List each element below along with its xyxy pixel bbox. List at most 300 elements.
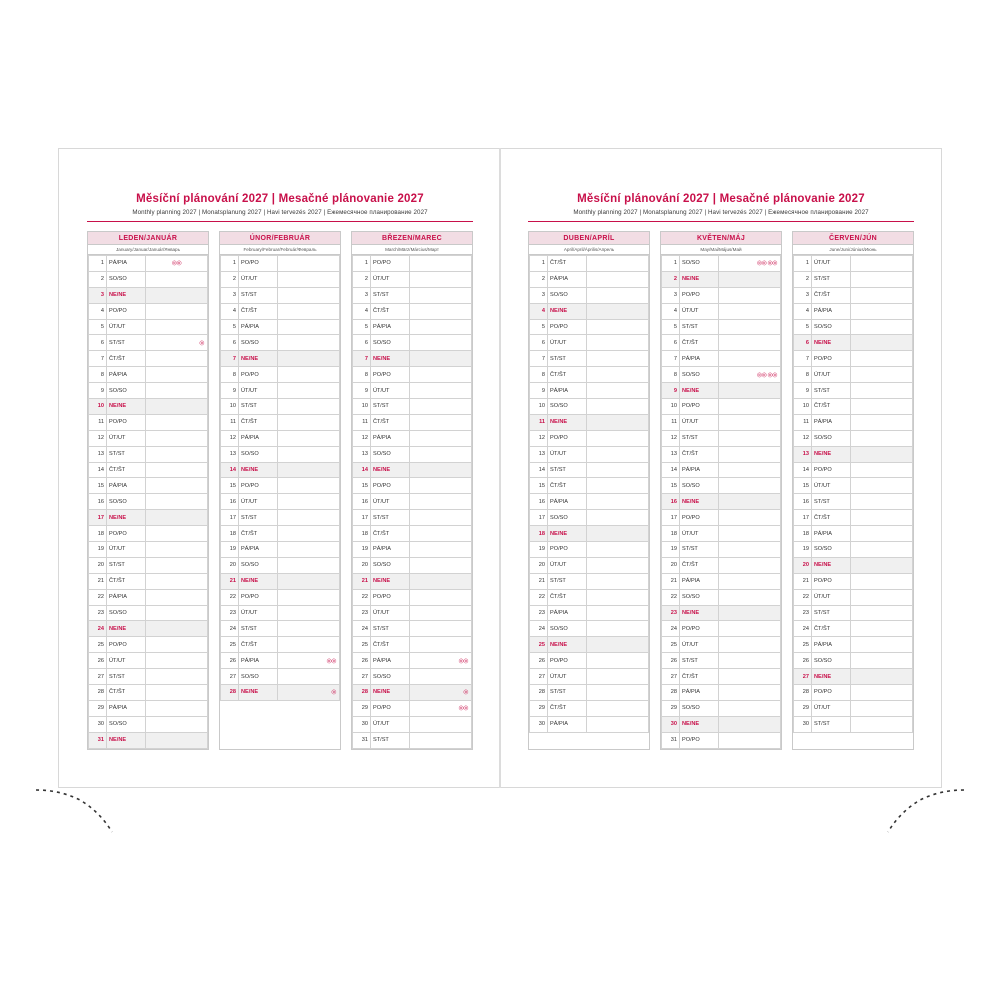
day-of-week: PÁ/PIA — [371, 542, 410, 558]
day-note-field[interactable] — [587, 446, 649, 462]
day-note-field[interactable] — [146, 414, 208, 430]
day-note-field[interactable] — [587, 700, 649, 716]
day-of-week: PO/PO — [239, 478, 278, 494]
day-note-field[interactable] — [278, 510, 340, 526]
day-number: 27 — [89, 669, 107, 685]
day-number: 26 — [794, 653, 812, 669]
day-row — [221, 399, 340, 415]
day-row — [794, 414, 913, 430]
day-note-field[interactable] — [278, 637, 340, 653]
day-of-week: PÁ/PIA — [371, 653, 410, 669]
day-number: 29 — [353, 700, 371, 716]
day-note-field[interactable] — [146, 256, 208, 272]
day-note-field[interactable] — [587, 589, 649, 605]
day-note-field[interactable] — [146, 383, 208, 399]
day-note-field[interactable] — [146, 637, 208, 653]
day-note-field[interactable] — [587, 669, 649, 685]
day-row — [662, 573, 781, 589]
day-row — [794, 589, 913, 605]
day-note-field[interactable] — [146, 621, 208, 637]
day-note-field[interactable] — [719, 335, 781, 351]
day-note-field[interactable] — [146, 478, 208, 494]
day-note-field[interactable] — [587, 351, 649, 367]
day-row — [794, 573, 913, 589]
day-note-field[interactable] — [278, 589, 340, 605]
day-note-field[interactable] — [146, 653, 208, 669]
day-note-field[interactable] — [410, 462, 472, 478]
day-note-field[interactable] — [851, 271, 913, 287]
day-row — [221, 335, 340, 351]
day-note-field[interactable] — [146, 685, 208, 701]
day-note-field[interactable] — [410, 685, 472, 701]
day-of-week: ST/ST — [548, 351, 587, 367]
day-number: 19 — [353, 542, 371, 558]
day-row-empty — [221, 716, 340, 732]
day-note-field[interactable] — [719, 557, 781, 573]
day-note-field[interactable] — [851, 367, 913, 383]
day-note-field[interactable] — [410, 367, 472, 383]
day-note-field[interactable] — [851, 494, 913, 510]
day-of-week: NE/NE — [239, 573, 278, 589]
day-note-field[interactable] — [719, 542, 781, 558]
day-of-week: ST/ST — [812, 716, 851, 732]
day-note-field[interactable] — [851, 637, 913, 653]
day-note-field[interactable] — [410, 669, 472, 685]
day-row — [530, 669, 649, 685]
day-note-field[interactable] — [719, 637, 781, 653]
day-of-week: ČT/ŠT — [812, 287, 851, 303]
day-note-field[interactable] — [410, 542, 472, 558]
day-note-field[interactable] — [146, 351, 208, 367]
day-note-field[interactable] — [851, 303, 913, 319]
day-number: 18 — [662, 526, 680, 542]
day-note-field[interactable] — [587, 605, 649, 621]
day-note-field[interactable] — [851, 446, 913, 462]
day-of-week: ÚT/UT — [548, 446, 587, 462]
day-number: 17 — [221, 510, 239, 526]
day-note-field[interactable] — [278, 462, 340, 478]
day-row — [794, 256, 913, 272]
day-number: 6 — [221, 335, 239, 351]
day-row — [353, 303, 472, 319]
day-row — [794, 335, 913, 351]
day-note-field[interactable] — [719, 685, 781, 701]
day-row — [662, 716, 781, 732]
day-of-week: ČT/ŠT — [107, 351, 146, 367]
day-number: 22 — [662, 589, 680, 605]
day-note-field[interactable] — [410, 399, 472, 415]
day-note-field[interactable] — [587, 621, 649, 637]
day-note-field[interactable] — [410, 653, 472, 669]
day-note-field[interactable] — [146, 716, 208, 732]
day-note-field[interactable] — [587, 653, 649, 669]
day-note-field[interactable] — [146, 669, 208, 685]
day-note-field[interactable] — [587, 414, 649, 430]
day-note-field[interactable] — [410, 478, 472, 494]
day-number: 28 — [89, 685, 107, 701]
day-note-field[interactable] — [851, 716, 913, 732]
day-note-field[interactable] — [410, 414, 472, 430]
day-of-week: ČT/ŠT — [548, 367, 587, 383]
day-of-week: NE/NE — [107, 510, 146, 526]
day-note-field[interactable] — [851, 621, 913, 637]
day-row — [662, 351, 781, 367]
day-note-field[interactable] — [146, 303, 208, 319]
day-number: 25 — [662, 637, 680, 653]
day-note-field[interactable] — [587, 287, 649, 303]
day-note-field[interactable] — [719, 494, 781, 510]
right-page — [500, 148, 942, 788]
day-row — [353, 637, 472, 653]
day-note-field[interactable] — [278, 446, 340, 462]
day-note-field[interactable] — [278, 303, 340, 319]
day-row — [221, 478, 340, 494]
day-note-field[interactable] — [719, 271, 781, 287]
day-note-field[interactable] — [146, 367, 208, 383]
day-note-field[interactable] — [278, 399, 340, 415]
day-note-field[interactable] — [410, 287, 472, 303]
day-row — [221, 383, 340, 399]
day-note-field[interactable] — [587, 557, 649, 573]
day-number: 4 — [89, 303, 107, 319]
day-note-field[interactable] — [719, 669, 781, 685]
day-note-field[interactable] — [587, 716, 649, 732]
day-note-field[interactable] — [410, 700, 472, 716]
day-note-field[interactable] — [587, 256, 649, 272]
day-note-field[interactable] — [146, 557, 208, 573]
day-note-field[interactable] — [278, 367, 340, 383]
day-note-field[interactable] — [587, 383, 649, 399]
day-note-field[interactable] — [719, 287, 781, 303]
day-row — [530, 685, 649, 701]
day-note-field[interactable] — [719, 367, 781, 383]
day-number: 2 — [794, 271, 812, 287]
month-name: ČERVEN/JÚN — [793, 232, 913, 245]
day-note-field[interactable] — [278, 605, 340, 621]
day-number: 16 — [89, 494, 107, 510]
day-note-field[interactable] — [851, 478, 913, 494]
day-number: 27 — [221, 669, 239, 685]
day-note-field[interactable] — [410, 446, 472, 462]
day-note-field[interactable] — [719, 256, 781, 272]
day-note-field[interactable] — [719, 605, 781, 621]
day-number: 1 — [89, 256, 107, 272]
day-note-field[interactable] — [146, 335, 208, 351]
day-note-field[interactable] — [719, 462, 781, 478]
day-note-field[interactable] — [719, 414, 781, 430]
day-number: 18 — [221, 526, 239, 542]
day-of-week: SO/SO — [239, 669, 278, 685]
day-note-field[interactable] — [851, 399, 913, 415]
day-of-week: ČT/ŠT — [371, 637, 410, 653]
day-note-field[interactable] — [719, 653, 781, 669]
day-note-field[interactable] — [278, 557, 340, 573]
day-note-field[interactable] — [587, 335, 649, 351]
day-of-week: ST/ST — [371, 510, 410, 526]
day-note-field[interactable] — [587, 478, 649, 494]
day-note-field[interactable] — [851, 526, 913, 542]
day-number: 13 — [353, 446, 371, 462]
day-note-field[interactable] — [719, 589, 781, 605]
day-number: 14 — [794, 462, 812, 478]
day-number: 6 — [530, 335, 548, 351]
day-note-field[interactable] — [410, 526, 472, 542]
day-number: 9 — [530, 383, 548, 399]
day-note-field[interactable] — [719, 573, 781, 589]
day-note-field[interactable] — [146, 319, 208, 335]
day-note-field[interactable] — [587, 462, 649, 478]
day-note-field[interactable] — [851, 700, 913, 716]
day-note-field[interactable] — [278, 430, 340, 446]
page-fold — [499, 148, 501, 788]
day-note-field[interactable] — [278, 494, 340, 510]
day-note-field[interactable] — [851, 573, 913, 589]
day-row — [530, 399, 649, 415]
day-number: 11 — [530, 414, 548, 430]
day-row — [89, 256, 208, 272]
day-note-field[interactable] — [146, 446, 208, 462]
day-note-field[interactable] — [146, 732, 208, 748]
day-row — [89, 462, 208, 478]
day-note-field[interactable] — [146, 462, 208, 478]
day-note-field[interactable] — [410, 256, 472, 272]
day-of-week: ČT/ŠT — [239, 303, 278, 319]
day-row — [353, 367, 472, 383]
day-note-field[interactable] — [851, 256, 913, 272]
day-note-field[interactable] — [278, 685, 340, 701]
day-of-week: NE/NE — [371, 573, 410, 589]
day-number: 18 — [530, 526, 548, 542]
day-note-field[interactable] — [146, 494, 208, 510]
day-row — [221, 287, 340, 303]
day-row — [221, 589, 340, 605]
day-number: 9 — [794, 383, 812, 399]
day-note-field[interactable] — [278, 414, 340, 430]
day-number — [221, 732, 239, 748]
month-block — [528, 231, 650, 750]
day-number: 13 — [794, 446, 812, 462]
day-of-week: PO/PO — [812, 685, 851, 701]
day-number: 2 — [89, 271, 107, 287]
day-of-week: PO/PO — [548, 319, 587, 335]
day-note-field[interactable] — [410, 494, 472, 510]
title-divider — [528, 221, 914, 222]
day-note-field[interactable] — [851, 669, 913, 685]
day-number: 28 — [794, 685, 812, 701]
day-row — [353, 446, 472, 462]
day-note-field[interactable] — [278, 351, 340, 367]
day-note-field[interactable] — [719, 478, 781, 494]
month-name-translations: May/Mai/Május/Май — [661, 245, 781, 255]
day-note-field — [587, 732, 649, 748]
day-note-field[interactable] — [278, 542, 340, 558]
day-note-field[interactable] — [146, 605, 208, 621]
day-note-field[interactable] — [410, 303, 472, 319]
day-number: 2 — [353, 271, 371, 287]
day-of-week: PO/PO — [239, 367, 278, 383]
day-note-field[interactable] — [410, 319, 472, 335]
day-note-field[interactable] — [278, 621, 340, 637]
day-number: 3 — [353, 287, 371, 303]
day-note-field[interactable] — [146, 430, 208, 446]
day-note-field[interactable] — [587, 303, 649, 319]
day-of-week: SO/SO — [680, 700, 719, 716]
day-note-field[interactable] — [719, 621, 781, 637]
day-note-field[interactable] — [719, 319, 781, 335]
day-note-field[interactable] — [278, 271, 340, 287]
day-note-field[interactable] — [146, 700, 208, 716]
day-note-field[interactable] — [146, 399, 208, 415]
day-note-field[interactable] — [410, 716, 472, 732]
day-note-field[interactable] — [410, 589, 472, 605]
day-number: 19 — [89, 542, 107, 558]
day-row — [221, 430, 340, 446]
day-note-field[interactable] — [587, 510, 649, 526]
day-note-field[interactable] — [719, 399, 781, 415]
day-row — [89, 732, 208, 748]
day-note-field[interactable] — [851, 510, 913, 526]
month-day-table — [220, 255, 340, 749]
day-row — [353, 732, 472, 748]
left-page — [58, 148, 500, 788]
day-note-field[interactable] — [587, 367, 649, 383]
day-row — [89, 589, 208, 605]
day-note-field[interactable] — [719, 526, 781, 542]
day-note-field[interactable] — [410, 637, 472, 653]
day-number: 5 — [662, 319, 680, 335]
day-note-field[interactable] — [146, 542, 208, 558]
day-note-field[interactable] — [719, 383, 781, 399]
day-note-field[interactable] — [146, 287, 208, 303]
day-note-field[interactable] — [410, 573, 472, 589]
day-note-field[interactable] — [719, 716, 781, 732]
day-note-field[interactable] — [851, 287, 913, 303]
day-note-field[interactable] — [146, 573, 208, 589]
day-number: 5 — [221, 319, 239, 335]
day-note-field[interactable] — [587, 685, 649, 701]
day-note-field[interactable] — [278, 653, 340, 669]
day-note-field[interactable] — [278, 335, 340, 351]
day-note-field[interactable] — [278, 526, 340, 542]
day-note-field[interactable] — [146, 589, 208, 605]
day-note-field[interactable] — [851, 542, 913, 558]
day-note-field[interactable] — [587, 494, 649, 510]
day-note-field[interactable] — [587, 271, 649, 287]
day-note-field[interactable] — [410, 335, 472, 351]
day-note-field[interactable] — [719, 732, 781, 748]
day-number: 13 — [89, 446, 107, 462]
day-row — [530, 542, 649, 558]
day-note-field[interactable] — [719, 446, 781, 462]
day-note-field[interactable] — [719, 700, 781, 716]
day-note-field[interactable] — [278, 478, 340, 494]
day-of-week: PO/PO — [680, 287, 719, 303]
day-note-field[interactable] — [146, 526, 208, 542]
day-note-field[interactable] — [410, 383, 472, 399]
day-note-field[interactable] — [587, 637, 649, 653]
day-number: 2 — [530, 271, 548, 287]
day-note-field[interactable] — [587, 319, 649, 335]
day-note-field[interactable] — [851, 589, 913, 605]
day-row — [353, 716, 472, 732]
day-note-field[interactable] — [278, 256, 340, 272]
day-of-week: PO/PO — [812, 351, 851, 367]
day-number: 29 — [89, 700, 107, 716]
day-note-field[interactable] — [410, 351, 472, 367]
day-row — [89, 351, 208, 367]
day-note-field[interactable] — [278, 287, 340, 303]
day-number: 14 — [221, 462, 239, 478]
day-note-field[interactable] — [146, 510, 208, 526]
day-number: 21 — [662, 573, 680, 589]
day-note-field[interactable] — [278, 319, 340, 335]
day-note-field[interactable] — [587, 526, 649, 542]
day-number: 30 — [530, 716, 548, 732]
day-note-field[interactable] — [410, 732, 472, 748]
day-number: 14 — [89, 462, 107, 478]
day-number: 12 — [794, 430, 812, 446]
day-note-field[interactable] — [278, 383, 340, 399]
day-note-field[interactable] — [719, 510, 781, 526]
day-note-field[interactable] — [410, 271, 472, 287]
day-number: 10 — [89, 399, 107, 415]
day-note-field[interactable] — [851, 462, 913, 478]
day-of-week: ST/ST — [680, 653, 719, 669]
day-note-field[interactable] — [851, 430, 913, 446]
day-note-field[interactable] — [410, 510, 472, 526]
day-note-field[interactable] — [851, 319, 913, 335]
day-number: 8 — [530, 367, 548, 383]
day-number: 24 — [530, 621, 548, 637]
day-note-field[interactable] — [851, 335, 913, 351]
day-note-field[interactable] — [278, 669, 340, 685]
day-note-field[interactable] — [587, 542, 649, 558]
day-note-field[interactable] — [851, 351, 913, 367]
day-note-field[interactable] — [851, 685, 913, 701]
day-note-field[interactable] — [587, 399, 649, 415]
day-note-field[interactable] — [851, 383, 913, 399]
day-note-field[interactable] — [851, 653, 913, 669]
day-of-week: ÚT/UT — [680, 637, 719, 653]
day-row — [221, 271, 340, 287]
day-note-field[interactable] — [410, 557, 472, 573]
day-note-field[interactable] — [851, 605, 913, 621]
day-note-field[interactable] — [410, 621, 472, 637]
day-note-field[interactable] — [719, 303, 781, 319]
day-note-field[interactable] — [719, 430, 781, 446]
day-number: 28 — [530, 685, 548, 701]
day-row — [794, 478, 913, 494]
day-row — [530, 271, 649, 287]
day-note-field[interactable] — [851, 414, 913, 430]
day-note-field[interactable] — [278, 573, 340, 589]
day-note-field[interactable] — [146, 271, 208, 287]
day-note-field[interactable] — [410, 605, 472, 621]
day-note-field[interactable] — [410, 430, 472, 446]
day-note-field[interactable] — [587, 430, 649, 446]
day-of-week: NE/NE — [680, 716, 719, 732]
day-number: 27 — [662, 669, 680, 685]
day-of-week: PÁ/PIA — [548, 271, 587, 287]
day-of-week: SO/SO — [548, 621, 587, 637]
day-row — [794, 716, 913, 732]
day-of-week: SO/SO — [680, 478, 719, 494]
day-number: 19 — [794, 542, 812, 558]
day-note-field[interactable] — [587, 573, 649, 589]
day-note-field[interactable] — [719, 351, 781, 367]
day-number: 31 — [662, 732, 680, 748]
day-note-field[interactable] — [851, 557, 913, 573]
